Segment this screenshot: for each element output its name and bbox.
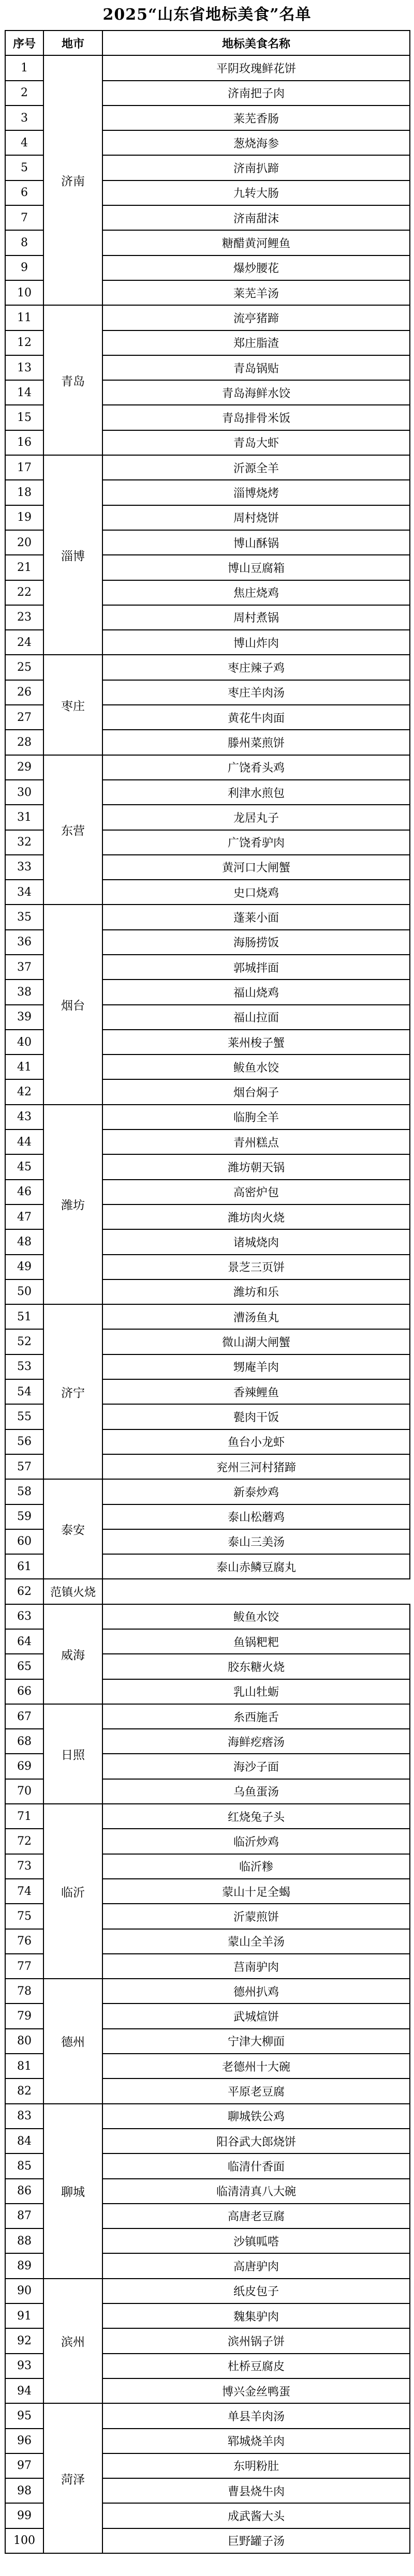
row-number: 96: [5, 2429, 43, 2453]
dish-name: 青岛大虾: [102, 430, 410, 455]
row-number: 58: [5, 1479, 43, 1504]
dish-name: 济南扒蹄: [102, 155, 410, 180]
dish-name: 福山拉面: [102, 1005, 410, 1030]
city-cell: 临沂: [43, 1804, 102, 1979]
dish-name: 周村烧饼: [102, 505, 410, 530]
row-number: 17: [5, 455, 43, 480]
row-number: 30: [5, 780, 43, 805]
dish-name: 临朐全羊: [102, 1105, 410, 1129]
table-row: [5, 1304, 410, 1329]
dish-name: 巨野罐子汤: [102, 2528, 410, 2553]
row-number: 90: [5, 2279, 43, 2303]
dish-name: 青岛海鲜水饺: [102, 380, 410, 405]
row-number: 20: [5, 530, 43, 555]
table-row: [5, 1105, 410, 1129]
dish-name: 爆炒腰花: [102, 255, 410, 280]
row-number: 85: [5, 2153, 43, 2178]
row-number: 27: [5, 705, 43, 730]
row-number: 43: [5, 1105, 43, 1129]
dish-name: 滨州锅子饼: [102, 2328, 410, 2353]
row-number: 68: [5, 1729, 43, 1754]
dish-name: 漕汤鱼丸: [102, 1304, 410, 1329]
dish-name: 沙镇呱嗒: [102, 2228, 410, 2253]
row-number: 77: [5, 1954, 43, 1979]
dish-name: 蓬莱小面: [102, 905, 410, 929]
dish-name: 龙居丸子: [102, 805, 410, 830]
row-number: 23: [5, 605, 43, 630]
row-number: 1: [5, 55, 43, 80]
row-number: 32: [5, 830, 43, 855]
dish-name: 红烧兔子头: [102, 1804, 410, 1829]
row-number: 89: [5, 2253, 43, 2278]
row-number: 19: [5, 505, 43, 530]
row-number: 13: [5, 355, 43, 380]
dish-name: 蒙山十足全蝎: [102, 1879, 410, 1904]
table-row: [5, 1979, 410, 2003]
dish-name: 流亭猪蹄: [102, 305, 410, 330]
dish-name: 潍坊肉火烧: [102, 1204, 410, 1229]
dish-name: 聊城铁公鸡: [102, 2104, 410, 2129]
row-number: 28: [5, 730, 43, 755]
dish-name: 老德州十大碗: [102, 2054, 410, 2078]
city-cell: 东营: [43, 755, 102, 905]
dish-name: 成武酱大头: [102, 2503, 410, 2528]
row-number: 22: [5, 580, 43, 605]
row-number: 37: [5, 955, 43, 980]
dish-name: 景芝三页饼: [102, 1255, 410, 1279]
row-number: 35: [5, 905, 43, 929]
row-number: 61: [5, 1554, 43, 1579]
city-cell: 济南: [43, 55, 102, 305]
row-number: 83: [5, 2104, 43, 2129]
row-number: 18: [5, 480, 43, 505]
row-number: 47: [5, 1204, 43, 1229]
row-number: 64: [5, 1629, 43, 1654]
dish-name: 鲅鱼水饺: [102, 1054, 410, 1079]
table-row: [5, 2403, 410, 2428]
dish-name: 莱芜香肠: [102, 106, 410, 130]
row-number: 84: [5, 2129, 43, 2153]
row-number: 39: [5, 1005, 43, 1030]
row-number: 100: [5, 2528, 43, 2553]
row-number: 98: [5, 2478, 43, 2503]
dish-name: 黄河口大闸蟹: [102, 855, 410, 880]
dish-name: 青州糕点: [102, 1129, 410, 1154]
row-number: 57: [5, 1454, 43, 1479]
page-title: 2025“山东省地标美食”名单: [102, 6, 312, 24]
row-number: 67: [5, 1704, 43, 1729]
dish-name: 临沂糁: [102, 1854, 410, 1879]
row-number: 49: [5, 1255, 43, 1279]
dish-name: 郓城烧羊肉: [102, 2429, 410, 2453]
row-number: 56: [5, 1429, 43, 1454]
dish-name: 甏肉干饭: [102, 1404, 410, 1429]
row-number: 40: [5, 1030, 43, 1054]
dish-name: 平原老豆腐: [102, 2078, 410, 2103]
dish-name: 东明粉肚: [102, 2453, 410, 2478]
row-number: 5: [5, 155, 43, 180]
dish-name: 临清清真八大碗: [102, 2179, 410, 2204]
dish-name: 福山烧鸡: [102, 980, 410, 1004]
row-number: 76: [5, 1929, 43, 1954]
city-cell: 淄博: [43, 455, 102, 655]
row-number: 91: [5, 2303, 43, 2328]
dish-name: 武城煊饼: [102, 2003, 410, 2028]
row-number: 51: [5, 1304, 43, 1329]
dish-name: 鱼台小龙虾: [102, 1429, 410, 1454]
dish-name: 郭城拌面: [102, 955, 410, 980]
dish-name: 香辣鲤鱼: [102, 1379, 410, 1404]
row-number: 66: [5, 1679, 43, 1704]
dish-name: 乳山牡蛎: [102, 1679, 410, 1704]
row-number: 72: [5, 1829, 43, 1854]
row-number: 94: [5, 2378, 43, 2403]
dish-name: 鱼锅粑粑: [102, 1629, 410, 1654]
row-number: 73: [5, 1854, 43, 1879]
row-number: 41: [5, 1054, 43, 1079]
row-number: 31: [5, 805, 43, 830]
row-number: 7: [5, 205, 43, 230]
table-row: [5, 1804, 410, 1829]
row-number: 21: [5, 555, 43, 580]
row-number: 15: [5, 405, 43, 430]
city-cell: 威海: [43, 1604, 102, 1704]
dish-name: 济南甜沫: [102, 205, 410, 230]
city-cell: 菏泽: [43, 2403, 102, 2553]
row-number: 52: [5, 1329, 43, 1354]
row-number: 34: [5, 880, 43, 905]
dish-name: 潍坊和乐: [102, 1279, 410, 1304]
dish-name: 平阴玫瑰鲜花饼: [102, 55, 410, 80]
dish-name: 高密炉包: [102, 1180, 410, 1204]
row-number: 8: [5, 230, 43, 255]
dish-name: 广饶肴头鸡: [102, 755, 410, 780]
table-row: [5, 1604, 410, 1629]
food-list-table: [5, 30, 410, 2554]
row-number: 93: [5, 2354, 43, 2378]
row-number: 11: [5, 305, 43, 330]
row-number: 14: [5, 380, 43, 405]
row-number: 45: [5, 1154, 43, 1179]
dish-name: 潍坊朝天锅: [102, 1154, 410, 1179]
row-number: 88: [5, 2228, 43, 2253]
table-row: [5, 55, 410, 80]
city-cell: 德州: [43, 1979, 102, 2103]
dish-name: 广饶肴驴肉: [102, 830, 410, 855]
row-number: 6: [5, 180, 43, 205]
row-number: 65: [5, 1654, 43, 1679]
city-cell: 青岛: [43, 305, 102, 455]
dish-name: 单县羊肉汤: [102, 2403, 410, 2428]
row-number: 12: [5, 330, 43, 355]
city-cell: 泰安: [43, 1479, 102, 1579]
row-number: 53: [5, 1354, 43, 1379]
dish-name: 微山湖大闸蟹: [102, 1329, 410, 1354]
dish-name: 胶东糖火烧: [102, 1654, 410, 1679]
row-number: 24: [5, 630, 43, 655]
row-number: 97: [5, 2453, 43, 2478]
dish-name: 曹县烧牛肉: [102, 2478, 410, 2503]
dish-name: 海鲜疙瘩汤: [102, 1729, 410, 1754]
dish-name: 泰山松蘑鸡: [102, 1504, 410, 1529]
row-number: 54: [5, 1379, 43, 1404]
row-number: 75: [5, 1904, 43, 1929]
row-number: 59: [5, 1504, 43, 1529]
dish-name: 新泰炒鸡: [102, 1479, 410, 1504]
dish-name: 乌鱼蛋汤: [102, 1779, 410, 1804]
dish-name: 莱州梭子蟹: [102, 1030, 410, 1054]
row-number: 82: [5, 2078, 43, 2103]
table-body: [5, 31, 410, 2553]
dish-name: 阳谷武大郎烧饼: [102, 2129, 410, 2153]
table-row: [5, 2104, 410, 2129]
row-number: 36: [5, 930, 43, 955]
table-row: [5, 305, 410, 330]
dish-name: 海肠捞饭: [102, 930, 410, 955]
dish-name: 高唐驴肉: [102, 2253, 410, 2278]
dish-name: 济南把子肉: [102, 81, 410, 106]
row-number: 86: [5, 2179, 43, 2204]
row-number: 33: [5, 855, 43, 880]
row-number: 50: [5, 1279, 43, 1304]
row-number: 63: [5, 1604, 43, 1629]
row-number: 38: [5, 980, 43, 1004]
dish-name: 临沂炒鸡: [102, 1829, 410, 1854]
row-number: 87: [5, 2204, 43, 2228]
row-number: 78: [5, 1979, 43, 2003]
row-number: 92: [5, 2328, 43, 2353]
table-row: [5, 755, 410, 780]
dish-name: 郑庄脂渣: [102, 330, 410, 355]
dish-name: 范镇火烧: [43, 1579, 102, 1604]
row-number: 74: [5, 1879, 43, 1904]
row-number: 80: [5, 2029, 43, 2054]
row-number: 29: [5, 755, 43, 780]
dish-name: 宁津大柳面: [102, 2029, 410, 2054]
row-number: 69: [5, 1754, 43, 1779]
row-number: 62: [5, 1579, 43, 1604]
row-number: 44: [5, 1129, 43, 1154]
row-number: 71: [5, 1804, 43, 1829]
dish-name: 鲅鱼水饺: [102, 1604, 410, 1629]
row-number: 10: [5, 280, 43, 305]
dish-name: 利津水煎包: [102, 780, 410, 805]
row-number: 4: [5, 130, 43, 155]
dish-name: 魏集驴肉: [102, 2303, 410, 2328]
table-row: [5, 905, 410, 929]
table-row: [5, 655, 410, 680]
dish-name: 沂蒙煎饼: [102, 1904, 410, 1929]
row-number: 2: [5, 81, 43, 106]
column-header-dish: 地标美食名称: [102, 31, 410, 55]
dish-name: 泰山三美汤: [102, 1529, 410, 1554]
row-number: 46: [5, 1180, 43, 1204]
dish-name: 九转大肠: [102, 180, 410, 205]
dish-name: 博山酥锅: [102, 530, 410, 555]
dish-name: 临清什香面: [102, 2153, 410, 2178]
row-number: 95: [5, 2403, 43, 2428]
dish-name: 焦庄烧鸡: [102, 580, 410, 605]
table-row: [5, 2279, 410, 2303]
column-header-city: 地市: [43, 31, 102, 55]
row-number: 99: [5, 2503, 43, 2528]
row-number: 70: [5, 1779, 43, 1804]
dish-name: 德州扒鸡: [102, 1979, 410, 2003]
column-header-number: 序号: [5, 31, 43, 55]
dish-name: 滕州菜煎饼: [102, 730, 410, 755]
row-number: 55: [5, 1404, 43, 1429]
dish-name: 青岛排骨米饭: [102, 405, 410, 430]
city-cell: 枣庄: [43, 655, 102, 755]
dish-name: 史口烧鸡: [102, 880, 410, 905]
dish-name: 淄博烧烤: [102, 480, 410, 505]
dish-name: 纸皮包子: [102, 2279, 410, 2303]
row-number: 26: [5, 680, 43, 705]
dish-name: 泰山赤鳞豆腐丸: [102, 1554, 410, 1579]
table-row: [5, 1579, 410, 1604]
dish-name: 杜桥豆腐皮: [102, 2354, 410, 2378]
dish-name: 沂源全羊: [102, 455, 410, 480]
dish-name: 糸西施舌: [102, 1704, 410, 1729]
dish-name: 周村煮锅: [102, 605, 410, 630]
dish-name: 枣庄辣子鸡: [102, 655, 410, 680]
dish-name: 高唐老豆腐: [102, 2204, 410, 2228]
city-cell: 滨州: [43, 2279, 102, 2403]
row-number: 42: [5, 1079, 43, 1104]
row-number: 79: [5, 2003, 43, 2028]
dish-name: 枣庄羊肉汤: [102, 680, 410, 705]
dish-name: 博兴金丝鸭蛋: [102, 2378, 410, 2403]
row-number: 3: [5, 106, 43, 130]
city-cell: 济宁: [43, 1304, 102, 1479]
dish-name: 博山炸肉: [102, 630, 410, 655]
row-number: 60: [5, 1529, 43, 1554]
row-number: 81: [5, 2054, 43, 2078]
dish-name: 兖州三河村猪蹄: [102, 1454, 410, 1479]
dish-name: 烟台焖子: [102, 1079, 410, 1104]
row-number: 25: [5, 655, 43, 680]
dish-name: 博山豆腐箱: [102, 555, 410, 580]
city-cell: 日照: [43, 1704, 102, 1804]
table-row: [5, 455, 410, 480]
dish-name: 糖醋黄河鲤鱼: [102, 230, 410, 255]
dish-name: 葱烧海参: [102, 130, 410, 155]
dish-name: 诸城烧肉: [102, 1229, 410, 1254]
row-number: 9: [5, 255, 43, 280]
dish-name: 蒙山全羊汤: [102, 1929, 410, 1954]
row-number: 48: [5, 1229, 43, 1254]
dish-name: 黄花牛肉面: [102, 705, 410, 730]
header-row: [5, 31, 410, 55]
city-cell: 潍坊: [43, 1105, 102, 1304]
dish-name: 莱芜羊汤: [102, 280, 410, 305]
table-row: [5, 1704, 410, 1729]
table-row: [5, 1479, 410, 1504]
city-cell: 聊城: [43, 2104, 102, 2279]
dish-name: 甥庵羊肉: [102, 1354, 410, 1379]
row-number: 16: [5, 430, 43, 455]
dish-name: 莒南驴肉: [102, 1954, 410, 1979]
city-cell: 烟台: [43, 905, 102, 1104]
dish-name: 海沙子面: [102, 1754, 410, 1779]
dish-name: 青岛锅贴: [102, 355, 410, 380]
